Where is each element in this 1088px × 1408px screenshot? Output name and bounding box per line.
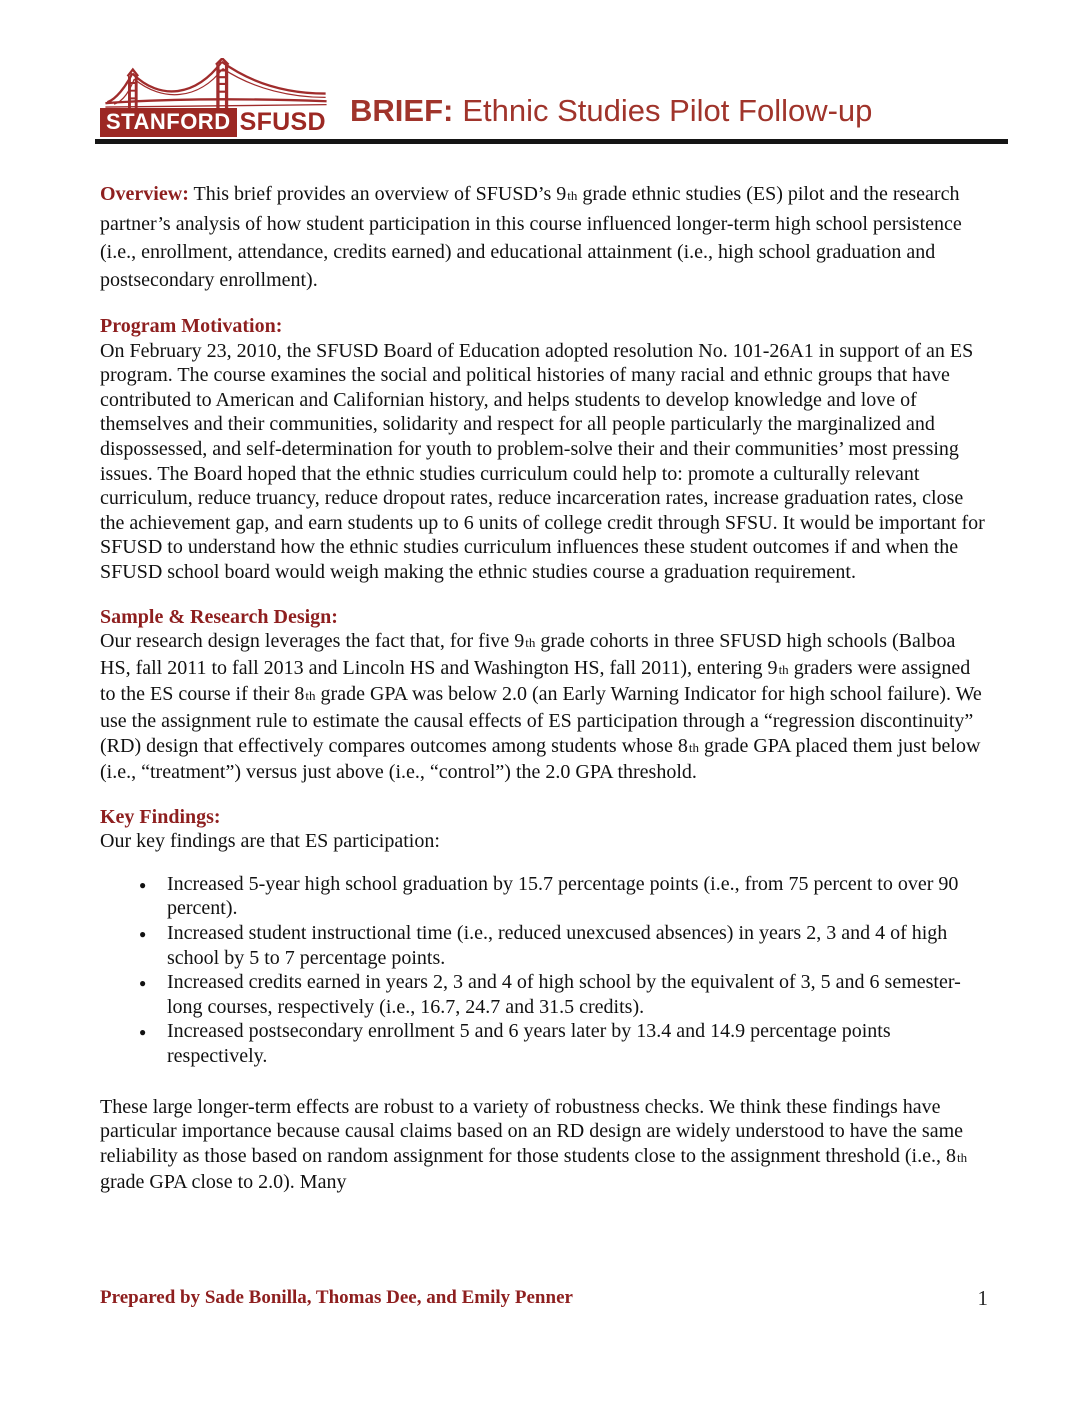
text-run: This brief provides an overview of SFUSD’s 9 bbox=[188, 183, 567, 205]
footer bbox=[100, 1286, 988, 1310]
program-motivation-heading: Program Motivation: bbox=[100, 315, 283, 337]
document-body bbox=[100, 180, 988, 1195]
footer-credit: Prepared by Sade Bonilla, Thomas Dee, and Emily Penner bbox=[100, 1287, 573, 1308]
text-run: grade GPA was below 2.0 (an Early Warning Indicator for high school failure). We use the assignment rule to estimate the causal effects of ES participation through a “regression discontinuity” (RD) design that effectively compares outcomes among students whose 8 bbox=[100, 683, 982, 757]
text-run-sub: th bbox=[305, 688, 316, 704]
text-run: Increased student instructional time (i.e., reduced unexcused absences) in years 2, 3 and 4 of high school by 5 to 7 percentage points. bbox=[167, 922, 948, 969]
overview-paragraph bbox=[100, 180, 988, 294]
text-run-sub: th bbox=[688, 739, 699, 755]
bullet-item bbox=[100, 1019, 988, 1068]
header bbox=[100, 58, 988, 137]
text-run-sub: th bbox=[778, 661, 789, 677]
robustness-paragraph bbox=[100, 1095, 988, 1195]
text-run-sub: th bbox=[956, 1149, 968, 1165]
text-run-sub: th bbox=[525, 635, 536, 651]
text-run: Our research design leverages the fact that, for five 9 bbox=[100, 630, 525, 653]
text-run: Increased credits earned in years 2, 3 and 4 of high school by the equivalent of 3, 5 and 6 semester-long courses, respectively (i.e., 16.7, 24.7 and 31.5 credits). bbox=[167, 971, 961, 1018]
text-run: grade GPA placed them just below (i.e., “treatment”) versus just above (i.e., “control”) the 2.0 GPA threshold. bbox=[100, 734, 981, 784]
bullet-item bbox=[100, 921, 988, 970]
text-run: Increased postsecondary enrollment 5 and 6 years later by 13.4 and 14.9 percentage points respectively. bbox=[167, 1020, 891, 1068]
text-run: grade ethnic studies (ES) pilot and the research partner’s analysis of how student participation in this course influenced longer-term high school persistence (i.e., enrollment, attendance, credits earned) and educational attainment (i.e., high school graduation and postsecondary enrollment). bbox=[100, 183, 962, 291]
bullet-item bbox=[100, 872, 988, 921]
text-run-sub: th bbox=[567, 188, 578, 203]
page-number: 1 bbox=[977, 1286, 988, 1310]
text-run: Our key findings are that ES participation: bbox=[100, 830, 440, 853]
text-run: Increased 5-year high school graduation by 15.7 percentage points (i.e., from 75 percent to over 90 percent). bbox=[167, 872, 959, 920]
stanford-sfusd-logo bbox=[100, 58, 336, 137]
text-run: graders were assigned to the ES course if their 8 bbox=[100, 656, 971, 706]
key-findings-intro bbox=[100, 829, 988, 854]
sample-research-design-heading: Sample & Research Design: bbox=[100, 605, 338, 628]
program-motivation-paragraph bbox=[100, 339, 988, 585]
header-rule bbox=[95, 139, 1008, 144]
key-findings-heading: Key Findings: bbox=[100, 805, 221, 828]
text-run: grade GPA close to 2.0). Many bbox=[100, 1171, 347, 1194]
key-findings-list bbox=[100, 872, 988, 1069]
text-run-label: Overview: bbox=[100, 183, 189, 205]
page-title-text: Ethnic Studies Pilot Follow-up bbox=[462, 93, 873, 128]
sample-research-design-paragraph bbox=[100, 629, 988, 785]
logo-stanford-label: STANFORD bbox=[100, 108, 237, 137]
page-title bbox=[350, 93, 872, 137]
page-title-prefix: BRIEF: bbox=[350, 93, 454, 128]
golden-gate-bridge-icon bbox=[100, 58, 332, 108]
text-run: On February 23, 2010, the SFUSD Board of Education adopted resolution No. 101-26A1 in support of an ES program. The course examines the social and political histories of many racial and ethnic groups that have contributed to American and Californian history, and helps students to develop knowledge and love of themselves and their communities, solidarity and respect for all people particularly the marginalized and dispossessed, and self-determination for youth to problem-solve their and their communities’ most pressing issues. The Board hoped that the ethnic studies curriculum could help to: promote a culturally relevant curriculum, reduce truancy, reduce dropout rates, reduce incarceration rates, increase graduation rates, close the achievement gap, and earn students up to 6 units of college credit through SFSU. It would be important for SFUSD to understand how the ethnic studies curriculum influences these student outcomes if and when the SFUSD school board would weigh making the ethnic studies course a graduation requirement. bbox=[100, 339, 985, 583]
text-run: grade cohorts in three SFUSD high schools (Balboa HS, fall 2011 to fall 2013 and Lincoln HS and Washington HS, fall 2011), entering 9 bbox=[100, 630, 956, 679]
text-run: These large longer-term effects are robust to a variety of robustness checks. We think these findings have particular importance because causal claims based on an RD design are widely understood to have the same reliability as those based on random assignment for those students close to the assignment threshold (i.e., 8 bbox=[100, 1095, 964, 1167]
bullet-item bbox=[100, 970, 988, 1019]
logo-sfusd-label: SFUSD bbox=[239, 108, 326, 136]
